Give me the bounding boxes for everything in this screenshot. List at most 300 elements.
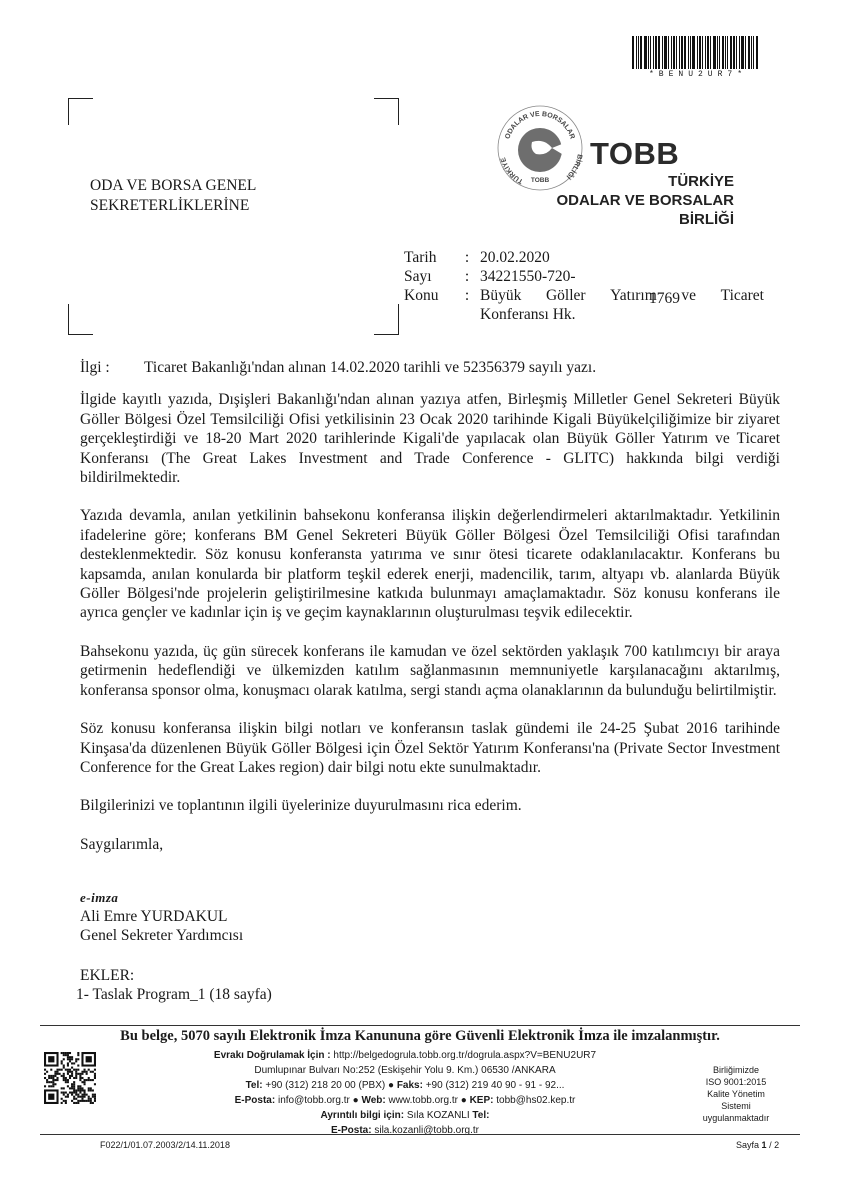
qr-module <box>90 1102 92 1104</box>
qr-module <box>50 1085 52 1087</box>
barcode-bar <box>697 36 698 69</box>
qr-module <box>71 1058 73 1060</box>
qr-module <box>56 1071 58 1073</box>
qr-module <box>67 1056 69 1058</box>
qr-module <box>67 1094 69 1096</box>
qr-module <box>77 1087 79 1089</box>
logo-subtitle-line-2: ODALAR VE BORSALAR <box>556 192 734 209</box>
qr-module <box>75 1075 77 1077</box>
qr-module <box>92 1089 94 1091</box>
qr-module <box>94 1073 96 1075</box>
qr-module <box>48 1081 50 1083</box>
qr-module <box>71 1092 73 1094</box>
qr-module <box>65 1077 67 1079</box>
qr-module <box>71 1073 73 1075</box>
konu-value-line-1 <box>480 286 764 305</box>
email-label: E-Posta: <box>234 1095 276 1106</box>
qr-module <box>56 1079 58 1081</box>
body-paragraph: Söz konusu konferansa ilişkin bilgi notları ve konferansın taslak gündemi ile 24-25 Şubat 2016 tarihinde Kinşasa'da düzenlenen Büyük Göller Bölgesi için Özel Sektör Yatırım Konferansı'na (Private Sector Investment Conference for the Great Lakes region) dair bilgi notu ekte sunulmaktadır. <box>80 720 780 776</box>
qr-module <box>81 1089 83 1091</box>
qr-module <box>73 1096 75 1098</box>
barcode-bar <box>717 36 718 69</box>
body-paragraph: İlgide kayıtlı yazıda, Dışişleri Bakanlığı'ndan alınan yazıya atfen, Birleşmiş Milletler Genel Sekreteri Büyük Göller Bölgesi Özel Temsilciliği Ofisi yetkilisinin 23 Ocak 2020 tarihinde Kigali Büyükelçiliğimize bir ziyaret gerçekleştirdiği ve 18-20 Mart 2020 tarihlerinde Kigali'de yapılacak olan Büyük Göller Yatırım ve Ticaret Konferansı (The Great Lakes Investment and Trade Conference - GLITC) hakkında bilgi verdiği bildirilmektedir. <box>80 391 780 487</box>
barcode-bar <box>733 36 735 69</box>
seal-bottom-text: TOBB <box>530 177 550 184</box>
address-window-corner-top-right <box>374 98 399 125</box>
address-window-corner-bottom-left <box>68 304 93 335</box>
qr-module <box>69 1077 71 1079</box>
qr-module <box>84 1100 86 1102</box>
iso-line: ISO 9001:2015 <box>705 1077 767 1087</box>
qr-module <box>90 1100 92 1102</box>
signature-block <box>80 888 243 945</box>
body-paragraph: Yazıda devamla, anılan yetkilinin bahsekonu konferansa ilişkin değerlendirmeleri aktarılmaktadır. Yetkilinin ifadelerine göre; konferans BM Genel Sekreteri Büyük Göller Bölgesi Özel Temsilciliği Ofisi tarafından desteklenmektedir. Söz konusu konferansta yatırıma ve sınır ötesi ticarete odaklanılacaktır. Konferans bu kapsamda, anılan konularda bir platform teşkil ederek enerji, madencilik, tarım, altyapı vb. alanlarda Büyük Göller Bölgesi'nde projelerin geliştirilmesine katkıda bulunmayı amaçlamaktadır. Söz konusu konferans ile ayrıca gençler ve kadınlar için iş ve geçim kaynaklarının oluşturulması teşvik edilecektir. <box>80 507 780 622</box>
barcode-bar <box>662 36 663 69</box>
qr-module <box>79 1087 81 1089</box>
qr-module <box>67 1079 69 1081</box>
qr-module <box>65 1092 67 1094</box>
qr-module <box>63 1079 65 1081</box>
qr-module <box>84 1071 86 1073</box>
qr-module <box>56 1077 58 1079</box>
meta-row-tarih <box>404 248 770 267</box>
qr-module <box>63 1087 65 1089</box>
sayi-label: Sayı <box>404 268 432 285</box>
qr-module <box>50 1075 52 1077</box>
qr-module <box>61 1060 63 1062</box>
attachments <box>76 966 272 1004</box>
contact-email-link[interactable]: sila.kozanli@tobb.org.tr <box>374 1125 479 1136</box>
qr-module <box>63 1092 65 1094</box>
qr-module <box>44 1069 46 1071</box>
qr-module <box>77 1052 79 1054</box>
qr-module <box>52 1083 54 1085</box>
verify-label: Evrakı Doğrulamak İçin : <box>213 1050 331 1061</box>
qr-module <box>73 1092 75 1094</box>
qr-module <box>73 1102 75 1104</box>
qr-module <box>79 1073 81 1075</box>
qr-module <box>73 1081 75 1083</box>
qr-module <box>67 1069 69 1071</box>
tarih-value: 20.02.2020 <box>480 249 550 266</box>
qr-module <box>69 1060 71 1062</box>
qr-module <box>48 1094 54 1100</box>
barcode-bar <box>673 36 675 69</box>
qr-module <box>71 1094 73 1096</box>
barcode-bar <box>702 36 703 69</box>
barcode-bar <box>636 36 637 69</box>
footer-online-line <box>160 1093 650 1108</box>
page-label: Sayfa <box>736 1140 760 1150</box>
contact-name: Sıla KOZANLI <box>406 1110 470 1121</box>
seal-right-text: BİRLİĞİ <box>564 153 583 180</box>
qr-module <box>79 1089 81 1091</box>
qr-module <box>77 1085 79 1087</box>
logo-subtitle <box>500 172 734 229</box>
email-link[interactable]: info@tobb.org.tr <box>277 1095 350 1106</box>
logo-name: TOBB <box>590 136 680 171</box>
qr-module <box>69 1075 71 1077</box>
barcode-bar <box>745 36 746 69</box>
qr-module <box>52 1077 54 1079</box>
closing-request: Bilgilerinizi ve toplantının ilgili üyelerinize duyurulmasını rica ederim. <box>80 797 522 815</box>
qr-module <box>52 1085 54 1087</box>
barcode-bar <box>719 36 720 69</box>
qr-module <box>75 1073 77 1075</box>
qr-module <box>63 1073 65 1075</box>
salutation: Saygılarımla, <box>80 835 164 853</box>
qr-module <box>79 1079 81 1081</box>
web-label: Web: <box>361 1095 386 1106</box>
document-barcode <box>632 36 764 78</box>
qr-module <box>75 1089 77 1091</box>
qr-module <box>84 1092 86 1094</box>
bullet-icon: ● <box>460 1095 467 1106</box>
barcode-bar <box>644 36 647 69</box>
barcode-bar <box>739 36 740 69</box>
qr-module <box>79 1077 81 1079</box>
qr-module <box>69 1058 71 1060</box>
barcode-bar <box>748 36 750 69</box>
qr-module <box>84 1094 86 1096</box>
qr-module <box>67 1096 69 1098</box>
qr-module <box>61 1062 63 1064</box>
verify-link[interactable]: http://belgedogrula.tobb.org.tr/dogrula.aspx?V=BENU2UR7 <box>333 1050 597 1061</box>
qr-module <box>67 1073 69 1075</box>
qr-module <box>94 1094 96 1096</box>
barcode-bar <box>671 36 672 69</box>
meta-row-konu <box>404 286 770 305</box>
qr-module <box>63 1067 65 1069</box>
ilgi-line <box>80 358 780 377</box>
address-window-corner-top-left <box>68 98 93 125</box>
qr-module <box>54 1071 56 1073</box>
qr-module <box>88 1079 90 1081</box>
qr-module <box>48 1056 54 1062</box>
qr-module <box>44 1085 46 1087</box>
qr-module <box>61 1098 63 1100</box>
qr-module <box>88 1077 90 1079</box>
konu-word: Büyük <box>480 287 522 304</box>
barcode-bar <box>681 36 683 69</box>
qr-module <box>84 1069 86 1071</box>
qr-module <box>77 1069 79 1071</box>
qr-module <box>71 1067 73 1069</box>
qr-module <box>94 1075 96 1077</box>
qr-module <box>67 1071 69 1073</box>
qr-module <box>71 1075 73 1077</box>
qr-module <box>75 1102 77 1104</box>
document-meta <box>404 248 770 324</box>
konu-word: ve <box>681 287 697 304</box>
qr-module <box>92 1071 94 1073</box>
barcode-bar <box>710 36 711 69</box>
qr-module <box>71 1056 73 1058</box>
qr-module <box>88 1098 90 1100</box>
iso-line: Kalite Yönetim <box>707 1089 765 1099</box>
qr-module <box>61 1069 63 1071</box>
qr-module <box>65 1100 67 1102</box>
footer-contact-email-line <box>160 1123 650 1138</box>
qr-module <box>81 1100 83 1102</box>
qr-module <box>54 1075 56 1077</box>
qr-module <box>48 1075 50 1077</box>
qr-module <box>94 1083 96 1085</box>
qr-module <box>59 1073 61 1075</box>
bullet-icon: ● <box>352 1095 359 1106</box>
qr-module <box>52 1075 54 1077</box>
qr-module <box>63 1052 65 1054</box>
qr-module <box>75 1094 77 1096</box>
qr-module <box>77 1089 79 1091</box>
kep-label: KEP: <box>469 1095 494 1106</box>
qr-module <box>59 1069 61 1071</box>
barcode-bar <box>756 36 758 69</box>
seal-left-text: TÜRKİYE <box>500 156 525 185</box>
qr-module <box>44 1077 46 1079</box>
qr-module <box>67 1054 69 1056</box>
fax-label: Faks: <box>396 1080 423 1091</box>
qr-module <box>48 1077 50 1079</box>
contact-label: Ayrıntılı bilgi için: <box>320 1110 405 1121</box>
footer-divider-bottom <box>40 1134 800 1135</box>
barcode-bar <box>725 36 726 69</box>
qr-module <box>73 1089 75 1091</box>
qr-module <box>61 1075 63 1077</box>
qr-module <box>73 1085 75 1087</box>
qr-module <box>77 1094 79 1096</box>
qr-module <box>84 1081 86 1083</box>
qr-module <box>94 1098 96 1100</box>
sayi-value: 34221550-720- <box>480 268 576 285</box>
qr-module <box>81 1081 83 1083</box>
qr-module <box>65 1096 67 1098</box>
barcode-bar <box>632 36 634 69</box>
qr-module <box>67 1085 69 1087</box>
logo-subtitle-line-1: TÜRKİYE <box>668 173 734 190</box>
qr-module <box>50 1081 52 1083</box>
konu-word: Ticaret <box>720 287 764 304</box>
qr-module <box>94 1100 96 1102</box>
qr-module <box>79 1092 81 1094</box>
qr-module <box>46 1081 48 1083</box>
qr-module <box>61 1052 63 1054</box>
barcode-bar <box>684 36 686 69</box>
qr-module <box>67 1064 69 1066</box>
qr-module <box>77 1102 79 1104</box>
page-number <box>736 1140 779 1150</box>
qr-module <box>77 1100 79 1102</box>
web-link[interactable]: www.tobb.org.tr <box>388 1095 458 1106</box>
footer-divider <box>40 1025 800 1026</box>
qr-module <box>77 1073 79 1075</box>
meta-colon: : <box>464 287 470 304</box>
iso-line: Sistemi <box>721 1101 751 1111</box>
barcode-bars <box>632 36 764 69</box>
qr-module <box>88 1087 90 1089</box>
qr-module <box>84 1096 86 1098</box>
qr-module <box>67 1081 69 1083</box>
qr-module <box>86 1100 88 1102</box>
qr-module <box>73 1077 75 1079</box>
qr-module <box>81 1073 83 1075</box>
qr-module <box>94 1077 96 1079</box>
konu-word: Göller <box>545 287 586 304</box>
qr-module <box>86 1073 88 1075</box>
signer-name: Ali Emre YURDAKUL <box>80 908 228 925</box>
qr-module <box>88 1100 90 1102</box>
qr-module <box>69 1069 71 1071</box>
bullet-icon: ● <box>387 1080 395 1091</box>
barcode-bar <box>676 36 677 69</box>
barcode-bar <box>692 36 695 69</box>
iso-certification-note <box>676 1064 796 1124</box>
barcode-bar <box>751 36 752 69</box>
qr-module <box>90 1071 92 1073</box>
attachments-label: EKLER: <box>80 967 135 984</box>
meta-colon: : <box>464 268 470 285</box>
qr-module <box>48 1085 50 1087</box>
qr-module <box>79 1096 81 1098</box>
attachment-item: 1- Taslak Program_1 (18 sayfa) <box>76 986 272 1003</box>
qr-module <box>67 1058 69 1060</box>
qr-module <box>71 1083 73 1085</box>
sayi-number: 1769 <box>649 290 680 307</box>
barcode-bar <box>741 36 744 69</box>
qr-module <box>79 1085 81 1087</box>
qr-module <box>94 1096 96 1098</box>
qr-module <box>54 1083 56 1085</box>
barcode-bar <box>668 36 669 69</box>
qr-module <box>75 1098 77 1100</box>
e-signature-mark: e-imza <box>80 890 119 905</box>
footer-verify-line <box>160 1048 650 1063</box>
qr-module <box>63 1064 65 1066</box>
qr-module <box>92 1102 94 1104</box>
meta-colon: : <box>464 249 470 266</box>
qr-module <box>88 1089 90 1091</box>
qr-module <box>75 1058 77 1060</box>
meta-row-konu-cont <box>404 305 770 324</box>
barcode-bar <box>679 36 680 69</box>
qr-module <box>54 1079 56 1081</box>
footer-esignature-notice: Bu belge, 5070 sayılı Elektronik İmza Kanununa göre Güvenli Elektronik İmza ile imzalanmıştır. <box>120 1028 720 1044</box>
qr-module <box>73 1069 75 1071</box>
qr-module <box>56 1069 58 1071</box>
qr-module <box>50 1069 52 1071</box>
qr-module <box>65 1052 67 1054</box>
recipient-line-1: ODA VE BORSA GENEL <box>90 177 257 194</box>
qr-module <box>92 1094 94 1096</box>
qr-module <box>88 1096 90 1098</box>
qr-module <box>90 1098 92 1100</box>
iso-line: uygulanmaktadır <box>702 1113 770 1123</box>
qr-module <box>65 1102 67 1104</box>
qr-module <box>86 1079 88 1081</box>
qr-module <box>84 1079 86 1081</box>
qr-module <box>73 1083 75 1085</box>
qr-module <box>71 1071 73 1073</box>
barcode-bar <box>648 36 649 69</box>
barcode-bar <box>690 36 691 69</box>
qr-module <box>73 1062 75 1064</box>
qr-module <box>69 1056 71 1058</box>
qr-module <box>71 1085 73 1087</box>
qr-module <box>90 1079 92 1081</box>
qr-module <box>63 1075 65 1077</box>
contact-tel-label: Tel: <box>472 1110 490 1121</box>
barcode-bar <box>699 36 701 69</box>
qr-module <box>67 1052 69 1054</box>
tel-label: Tel: <box>245 1080 263 1091</box>
qr-module <box>77 1054 79 1056</box>
qr-module <box>81 1098 83 1100</box>
qr-module <box>77 1096 79 1098</box>
qr-module <box>44 1073 46 1075</box>
qr-module <box>77 1058 79 1060</box>
qr-module <box>46 1071 48 1073</box>
qr-module <box>52 1081 54 1083</box>
qr-module <box>81 1071 83 1073</box>
konu-value-line-2: Konferansı Hk. <box>480 306 576 323</box>
barcode-bar <box>727 36 728 69</box>
seal-top-text: ODALAR VE BORSALAR <box>504 110 576 141</box>
barcode-bar <box>650 36 651 69</box>
qr-module <box>86 1056 92 1062</box>
barcode-bar <box>664 36 667 69</box>
qr-module <box>52 1079 54 1081</box>
iso-line: Birliğimizde <box>712 1065 759 1075</box>
qr-module <box>69 1052 71 1054</box>
barcode-bar <box>638 36 639 69</box>
qr-module <box>71 1062 73 1064</box>
recipient-line-2: SEKRETERLİKLERİNE <box>90 197 250 214</box>
barcode-bar <box>658 36 660 69</box>
form-code: F022/1/01.07.2003/2/14.11.2018 <box>100 1140 230 1150</box>
konu-word: Yatırım <box>610 287 657 304</box>
qr-module <box>90 1089 92 1091</box>
qr-module <box>65 1054 67 1056</box>
qr-module <box>50 1077 52 1079</box>
qr-module <box>79 1100 81 1102</box>
page-current: 1 <box>761 1140 767 1150</box>
qr-module <box>84 1083 86 1085</box>
body-paragraph: Bahsekonu yazıda, üç gün sürecek konferans ile kamudan ve özel sektörden yaklaşık 700 katılımcıyı bir araya getirmenin hedeflendiği ve ülkemizden katılım sağlanmasının memnuniyetle karşılanacağını aktarılmış, konferansa sponsor olma, konuşmacı olarak katılma, sergi standı açma olanaklarının da bulunduğu belirtilmiştir. <box>80 642 780 699</box>
letter-body <box>80 358 780 873</box>
ilgi-text: Ticaret Bakanlığı'ndan alınan 14.02.2020 tarihli ve 52356379 sayılı yazı. <box>144 359 597 376</box>
qr-module <box>81 1077 83 1079</box>
qr-module <box>73 1087 75 1089</box>
barcode-bar <box>713 36 716 69</box>
qr-module <box>73 1098 75 1100</box>
qr-module <box>46 1079 48 1081</box>
barcode-bar <box>736 36 737 69</box>
tel-value: +90 (312) 218 20 00 (PBX) <box>265 1080 386 1091</box>
recipient-address <box>90 176 256 216</box>
ilgi-label: İlgi : <box>80 359 110 376</box>
qr-module <box>92 1079 94 1081</box>
qr-module <box>79 1075 81 1077</box>
address-window-corner-bottom-right <box>374 304 399 335</box>
qr-module <box>86 1071 88 1073</box>
tarih-label: Tarih <box>404 249 437 266</box>
qr-module <box>63 1077 65 1079</box>
signer-title: Genel Sekreter Yardımcısı <box>80 927 244 944</box>
qr-module <box>69 1087 71 1089</box>
qr-module <box>67 1062 69 1064</box>
barcode-bar <box>722 36 724 69</box>
kep-value: tobb@hs02.kep.tr <box>496 1095 576 1106</box>
